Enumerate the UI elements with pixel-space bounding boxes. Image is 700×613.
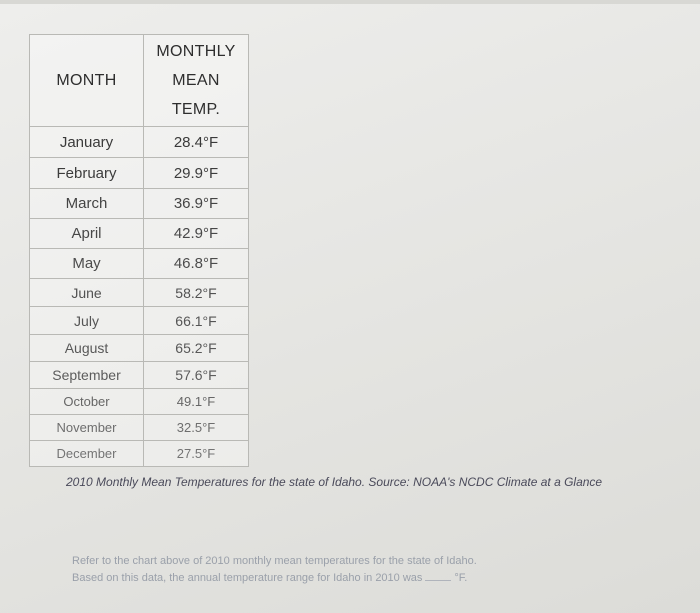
month-cell: January (30, 127, 144, 158)
temp-header-line: MONTHLY (156, 43, 236, 60)
table-row (30, 189, 249, 219)
temp-cell: 46.8°F (144, 249, 249, 279)
table-row (30, 362, 249, 389)
unit-label: °F. (454, 572, 468, 584)
question-prompt (72, 553, 632, 587)
temp-cell: 58.2°F (144, 279, 249, 307)
temp-cell: 36.9°F (144, 189, 249, 219)
month-cell: May (30, 249, 144, 279)
table-row (30, 127, 249, 158)
temp-cell: 49.1°F (144, 389, 249, 415)
table-row (30, 335, 249, 362)
table-row (30, 307, 249, 335)
month-cell: June (30, 279, 144, 307)
table-row (30, 249, 249, 279)
temp-cell: 28.4°F (144, 127, 249, 158)
table-row (30, 389, 249, 415)
top-divider (0, 0, 700, 4)
month-cell: November (30, 415, 144, 441)
month-column-header: MONTH (30, 35, 144, 127)
temp-cell: 57.6°F (144, 362, 249, 389)
month-cell: August (30, 335, 144, 362)
table-row (30, 158, 249, 189)
table-row (30, 441, 249, 467)
temp-cell: 27.5°F (144, 441, 249, 467)
temp-cell: 42.9°F (144, 219, 249, 249)
table-row (30, 279, 249, 307)
month-cell: April (30, 219, 144, 249)
temp-header-line: MEAN (172, 72, 220, 89)
temp-cell: 66.1°F (144, 307, 249, 335)
month-cell: December (30, 441, 144, 467)
question-line (72, 570, 632, 587)
month-cell: July (30, 307, 144, 335)
month-cell: September (30, 362, 144, 389)
month-cell: October (30, 389, 144, 415)
temp-column-header (144, 35, 249, 127)
month-cell: February (30, 158, 144, 189)
temp-cell: 65.2°F (144, 335, 249, 362)
answer-blank[interactable] (425, 571, 451, 581)
month-cell: March (30, 189, 144, 219)
table-row (30, 219, 249, 249)
table-row (30, 415, 249, 441)
temp-cell: 32.5°F (144, 415, 249, 441)
temp-cell: 29.9°F (144, 158, 249, 189)
question-text: Based on this data, the annual temperature range for Idaho in 2010 was (72, 572, 423, 584)
temp-header-line: TEMP. (171, 101, 221, 118)
temperature-table (29, 34, 249, 467)
table-header-row (30, 35, 249, 127)
table-caption: 2010 Monthly Mean Temperatures for the state of Idaho. Source: NOAA's NCDC Climate at a Glance (66, 475, 603, 489)
question-line: Refer to the chart above of 2010 monthly mean temperatures for the state of Idaho. (72, 555, 477, 567)
